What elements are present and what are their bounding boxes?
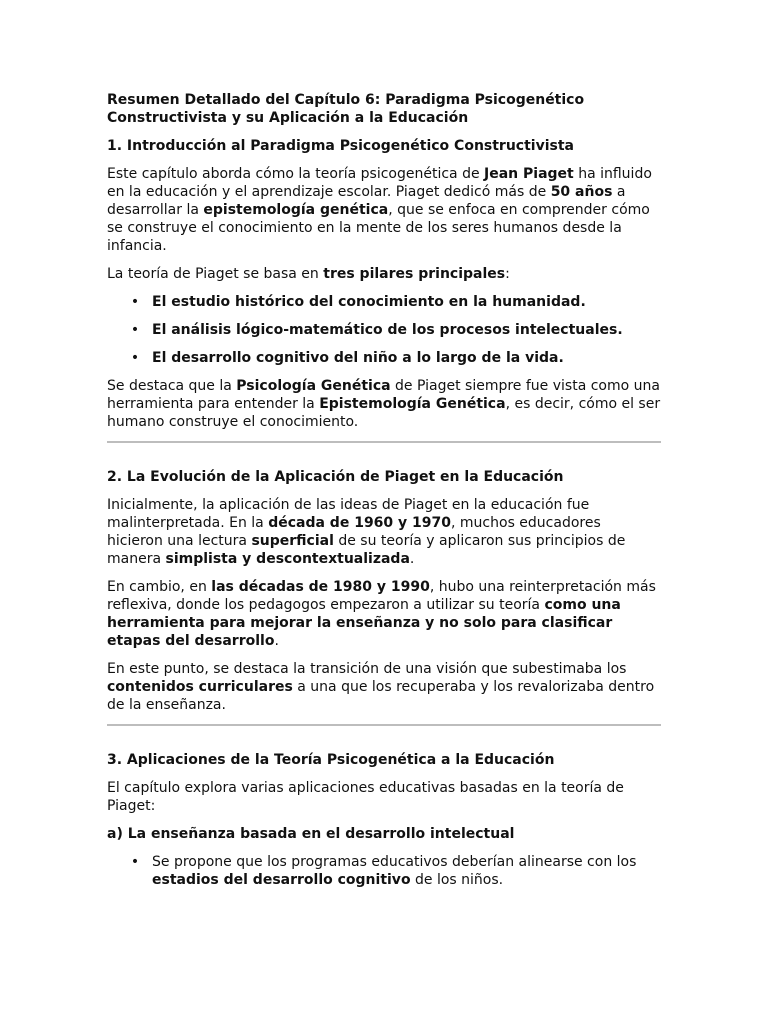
bold-text-run: El análisis lógico-matemático de los procesos intelectuales. <box>152 322 623 338</box>
bullet-icon: • <box>130 294 140 310</box>
section-heading: 2. La Evolución de la Aplicación de Piaget en la Educación <box>107 469 564 485</box>
text-run: La teoría de Piaget se basa en <box>107 266 324 282</box>
text-run: Se destaca que la <box>107 378 237 394</box>
text-run: de los niños. <box>410 872 504 888</box>
bullet-list-item <box>107 321 661 339</box>
text-run: El capítulo explora varias aplicaciones educativas basadas en la teoría de Piaget: <box>107 780 624 814</box>
bold-text-run: contenidos curriculares <box>107 679 293 695</box>
paragraph <box>107 496 661 568</box>
bullet-text <box>152 322 623 338</box>
bold-text-run: El desarrollo cognitivo del niño a lo largo de la vida. <box>152 350 564 366</box>
bullet-icon: • <box>130 854 140 870</box>
paragraph <box>107 265 661 283</box>
text-run: Se propone que los programas educativos deberían alinearse con los <box>152 854 637 870</box>
bullet-text <box>152 350 564 366</box>
paragraph <box>107 779 661 815</box>
text-run: de su teoría y aplicaron sus principios de manera <box>107 533 626 567</box>
bold-text-run: simplista y descontextualizada <box>165 551 410 567</box>
text-run: En este punto, se destaca la transición de una visión que subestimaba los <box>107 661 627 677</box>
text-run: . <box>409 551 415 567</box>
text-run: ha influido en la educación y el aprendizaje escolar. Piaget dedicó más de <box>107 166 652 200</box>
section-1 <box>107 137 661 443</box>
paragraph <box>107 165 661 255</box>
paragraph <box>107 660 661 714</box>
bold-text-run: superficial <box>251 533 334 549</box>
paragraph <box>107 578 661 650</box>
section-3 <box>107 751 661 889</box>
text-run: , hubo una reinterpretación más reflexiva, donde los pedagogos empezaron a utilizar su teoría <box>107 579 656 613</box>
bold-text-run: década de 1960 y 1970 <box>268 515 452 531</box>
bullet-list <box>107 293 661 367</box>
section-heading: 1. Introducción al Paradigma Psicogenético Constructivista <box>107 138 574 154</box>
bullet-text <box>152 854 636 888</box>
section-2 <box>107 468 661 726</box>
document-body <box>107 137 661 889</box>
bullet-list <box>107 853 661 889</box>
bullet-list-item <box>107 853 661 889</box>
text-run: Inicialmente, la aplicación de las ideas de Piaget en la educación fue malinterpretada. En la <box>107 497 590 531</box>
paragraph <box>107 377 661 431</box>
text-run: de Piaget siempre fue vista como una herramienta para entender la <box>107 378 660 412</box>
text-run: , muchos educadores hicieron una lectura <box>107 515 601 549</box>
text-run: , que se enfoca en comprender cómo se construye el conocimiento en la mente de los seres humanos desde la infancia. <box>107 202 650 254</box>
text-run: a una que los recuperaba y los revalorizaba dentro de la enseñanza. <box>107 679 655 713</box>
sub-heading <box>107 825 661 843</box>
bold-text-run: Epistemología Genética <box>319 396 506 412</box>
bold-text-run: Psicología Genética <box>236 378 391 394</box>
text-run: : <box>505 266 510 282</box>
section-divider <box>107 724 661 726</box>
bullet-list-item <box>107 349 661 367</box>
text-run: , es decir, cómo el ser humano construye el conocimiento. <box>107 396 661 430</box>
bold-text-run: a) La enseñanza basada en el desarrollo intelectual <box>107 826 515 842</box>
document-title: Resumen Detallado del Capítulo 6: Paradigma Psicogenético Constructivista y su Aplicación a la Educación <box>107 92 585 126</box>
bold-text-run: El estudio histórico del conocimiento en la humanidad. <box>152 294 586 310</box>
section-heading: 3. Aplicaciones de la Teoría Psicogenética a la Educación <box>107 752 555 768</box>
bold-text-run: epistemología genética <box>203 202 389 218</box>
text-run: . <box>274 633 279 649</box>
bold-text-run: como una herramienta para mejorar la enseñanza y no solo para clasificar etapas del desarrollo <box>107 597 621 649</box>
text-run: En cambio, en <box>107 579 212 595</box>
bullet-list-item <box>107 293 661 311</box>
bold-text-run: 50 años <box>550 184 613 200</box>
text-run: Este capítulo aborda cómo la teoría psicogenética de <box>107 166 485 182</box>
bold-text-run: Jean Piaget <box>484 166 574 182</box>
bold-text-run: las décadas de 1980 y 1990 <box>211 579 430 595</box>
bold-text-run: tres pilares principales <box>323 266 506 282</box>
text-run: a desarrollar la <box>107 184 626 218</box>
bullet-icon: • <box>130 322 140 338</box>
bold-text-run: estadios del desarrollo cognitivo <box>152 872 411 888</box>
section-divider <box>107 441 661 443</box>
bullet-text <box>152 294 586 310</box>
bullet-icon: • <box>130 350 140 366</box>
